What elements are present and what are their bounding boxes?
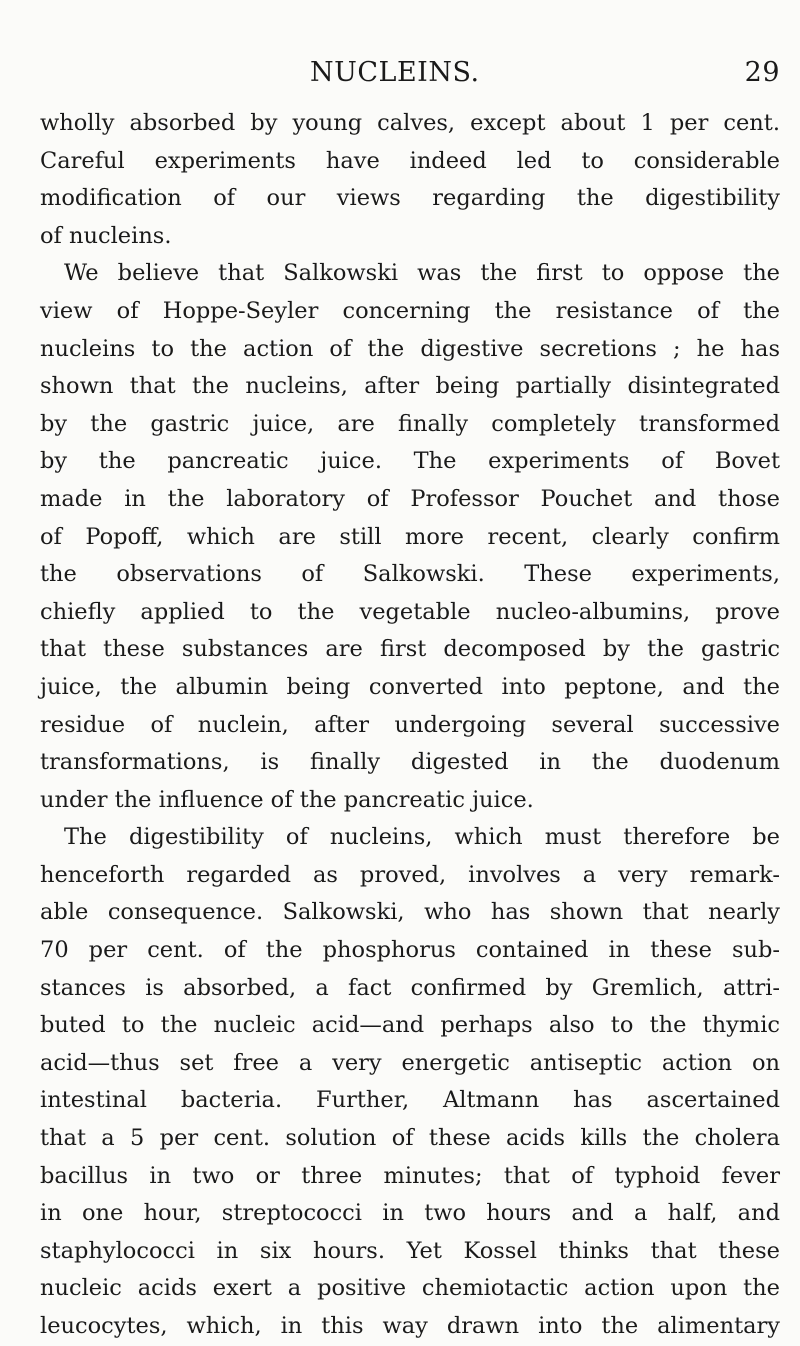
text-line: transformations, is finally digested in the duodenum [40, 749, 780, 776]
text-line: shown that the nucleins, after being partially disintegrated [40, 373, 780, 400]
text-line: of nucleins. [40, 222, 172, 249]
text-line: stances is absorbed, a fact confirmed by Gremlich, attri- [40, 974, 780, 1001]
text-line: henceforth regarded as proved, involves a very remark- [40, 861, 780, 888]
text-line: bacillus in two or three minutes; that of typhoid fever [40, 1162, 780, 1189]
text-line: wholly absorbed by young calves, except about 1 per cent. [40, 110, 780, 136]
running-head [300, 56, 780, 90]
running-title: NUCLEINS. [310, 57, 480, 88]
text-line: view of Hoppe-Seyler concerning the resistance of the [40, 297, 780, 324]
page-number: 29 [744, 57, 780, 88]
text-line: by the gastric juice, are finally completely transformed [40, 410, 780, 437]
text-line: made in the laboratory of Professor Pouchet and those [40, 485, 780, 512]
text-line: chiefly applied to the vegetable nucleo-albumins, prove [40, 598, 780, 625]
text-line: 70 per cent. of the phosphorus contained in these sub- [40, 937, 780, 964]
text-line: modification of our views regarding the digestibility [40, 185, 780, 212]
text-line: residue of nuclein, after undergoing several successive [40, 711, 780, 738]
text-line: that these substances are first decomposed by the gastric [40, 636, 780, 663]
text-line: leucocytes, which, in this way drawn into the alimentary [40, 1313, 780, 1339]
text-line: that a 5 per cent. solution of these acids kills the cholera [40, 1125, 780, 1152]
text-line: the observations of Salkowski. These experiments, [40, 561, 780, 588]
paragraph-first-line: The digestibility of nucleins, which must therefore be [64, 824, 780, 851]
text-line: nucleins to the action of the digestive secretions ; he has [40, 335, 780, 362]
text-line: in one hour, streptococci in two hours and a half, and [40, 1200, 780, 1227]
text-line: staphylococci in six hours. Yet Kossel thinks that these [40, 1237, 780, 1264]
text-line: intestinal bacteria. Further, Altmann has ascertained [40, 1087, 780, 1114]
body-text [40, 105, 780, 1346]
text-line: under the influence of the pancreatic juice. [40, 786, 534, 813]
text-line: buted to the nucleic acid—and perhaps also to the thymic [40, 1012, 780, 1039]
text-line: able consequence. Salkowski, who has shown that nearly [40, 899, 780, 926]
text-line: juice, the albumin being converted into peptone, and the [40, 673, 780, 700]
text-line: nucleic acids exert a positive chemiotactic action upon the [40, 1275, 780, 1302]
text-line: acid—thus set free a very energetic antiseptic action on [40, 1049, 780, 1076]
paragraph-first-line: We believe that Salkowski was the first to oppose the [64, 260, 780, 287]
text-line: by the pancreatic juice. The experiments of Bovet [40, 448, 780, 475]
text-line: of Popoff, which are still more recent, clearly confirm [40, 523, 780, 550]
text-line: Careful experiments have indeed led to considerable [40, 147, 780, 174]
